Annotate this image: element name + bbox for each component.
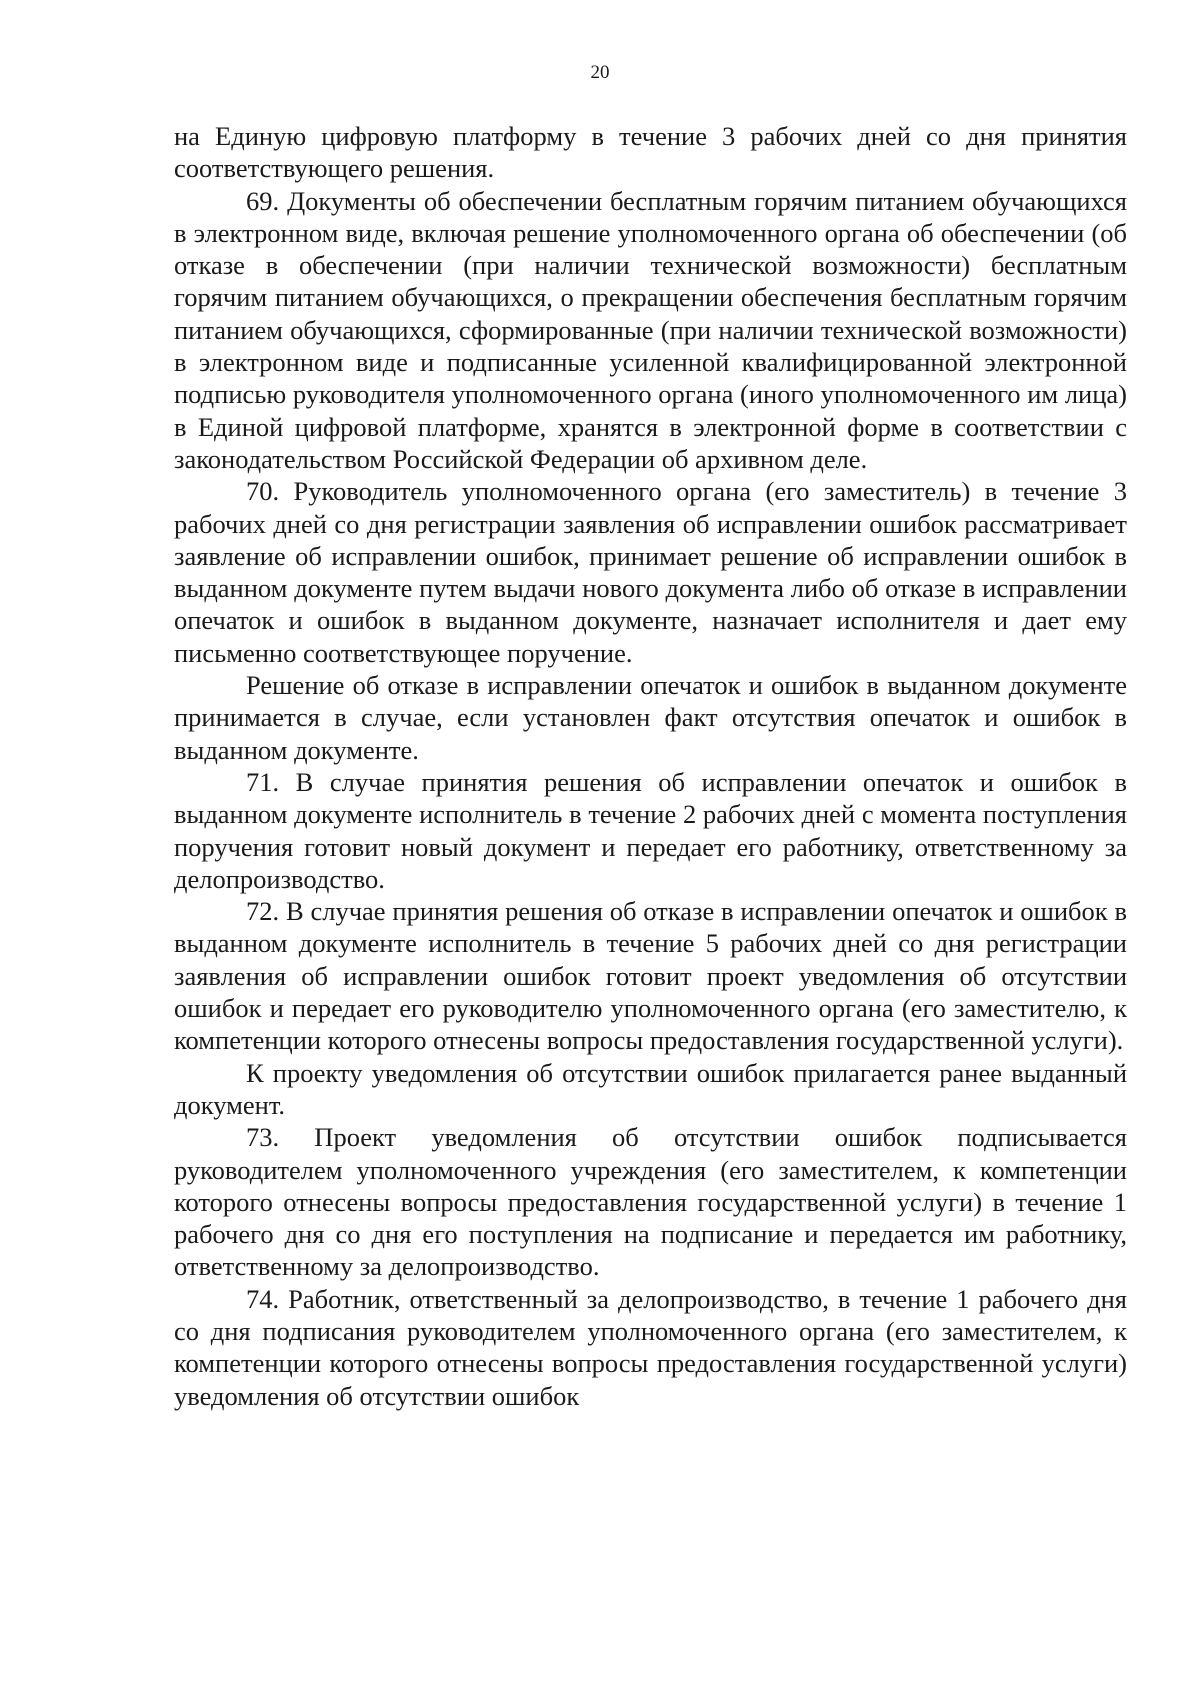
paragraph-70: 70. Руководитель уполномоченного органа (его заместитель) в течение 3 рабочих дней со дня регистрации заявления об исправлении ошибок рассматривает заявление об исправлении ошибок, принимает решение об исправлении ошибок в выданном документе путем выдачи нового документа либо об отказе в исправлении опечаток и ошибок в выданном документе, назначает исполнителя и дает ему письменно соответствующее поручение.: [174, 476, 1127, 668]
document-body: [174, 120, 1127, 1412]
page-number: 20: [590, 62, 610, 83]
paragraph-73: 73. Проект уведомления об отсутствии ошибок подписывается руководителем уполномоченного учреждения (его заместителем, к компетенции которого отнесены вопросы предоставления государственной услуги) в течение 1 рабочего дня со дня его поступления на подписание и передается им работнику, ответственному за делопроизводство.: [174, 1122, 1127, 1282]
paragraph-72: 72. В случае принятия решения об отказе в исправлении опечаток и ошибок в выданном документе исполнитель в течение 5 рабочих дней со дня регистрации заявления об исправлении ошибок готовит проект уведомления об отсутствии ошибок и передает его руководителю уполномоченного органа (его заместителю, к компетенции которого отнесены вопросы предоставления государственной услуги).: [174, 896, 1127, 1056]
paragraph-72-attachment: К проекту уведомления об отсутствии ошибок прилагается ранее выданный документ.: [174, 1057, 1127, 1120]
paragraph-69: 69. Документы об обеспечении бесплатным горячим питанием обучающихся в электронном виде, включая решение уполномоченного органа об обеспечении (об отказе в обеспечении (при наличии технической возможности) бесплатным горячим питанием обучающихся, о прекращении обеспечения бесплатным горячим питанием обучающихся, сформированные (при наличии технической возможности) в электронном виде и подписанные усиленной квалифицированной электронной подписью руководителя уполномоченного органа (иного уполномоченного им лица) в Единой цифровой платформе, хранятся в электронной форме в соответствии с законодательством Российской Федерации об архивном деле.: [174, 185, 1127, 474]
paragraph-70-refusal: Решение об отказе в исправлении опечаток и ошибок в выданном документе принимается в случае, если установлен факт отсутствия опечаток и ошибок в выданном документе.: [174, 670, 1127, 765]
paragraph-74: 74. Работник, ответственный за делопроизводство, в течение 1 рабочего дня со дня подписания руководителем уполномоченного органа (его заместителем, к компетенции которого отнесены вопросы предоставления государственной услуги) уведомления об отсутствии ошибок: [174, 1283, 1127, 1411]
paragraph-71: 71. В случае принятия решения об исправлении опечаток и ошибок в выданном документе исполнитель в течение 2 рабочих дней с момента поступления поручения готовит новый документ и передает его работнику, ответственному за делопроизводство.: [174, 766, 1127, 894]
paragraph-continuation: на Единую цифровую платформу в течение 3 рабочих дней со дня принятия соответствующего решения.: [174, 121, 1127, 184]
